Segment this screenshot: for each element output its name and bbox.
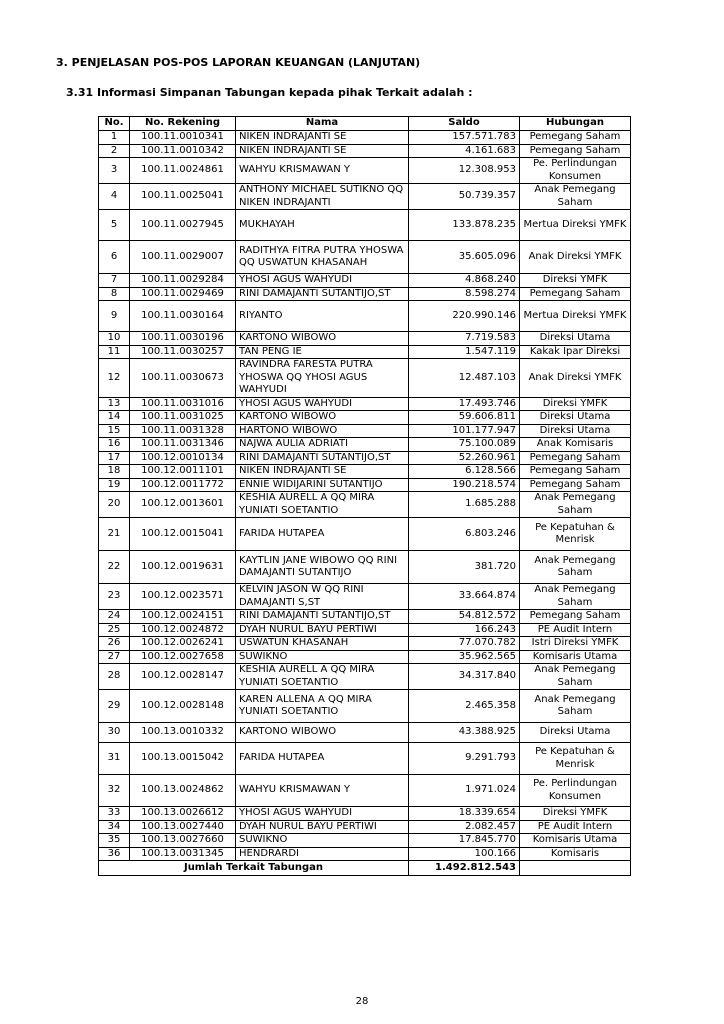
cell-no: 28 <box>99 664 130 690</box>
cell-relationship: Direksi YMFK <box>520 807 631 821</box>
cell-relationship: Komisaris <box>520 847 631 861</box>
total-label: Jumlah Terkait Tabungan <box>99 861 409 876</box>
header-balance: Saldo <box>409 117 520 131</box>
cell-balance: 33.664.874 <box>409 584 520 610</box>
cell-name: NAJWA AULIA ADRIATI <box>236 438 409 452</box>
table-row <box>99 131 631 145</box>
cell-name: RIYANTO <box>236 301 409 332</box>
cell-relationship: Pe. Perlindungan Konsumen <box>520 775 631 807</box>
cell-no: 33 <box>99 807 130 821</box>
table-row <box>99 807 631 821</box>
cell-name: KARTONO WIBOWO <box>236 723 409 743</box>
cell-balance: 1.971.024 <box>409 775 520 807</box>
table-body <box>99 131 631 861</box>
table-row <box>99 820 631 834</box>
cell-no: 34 <box>99 820 130 834</box>
cell-no: 27 <box>99 650 130 664</box>
cell-name: RAVINDRA FARESTA PUTRA YHOSWA QQ YHOSI AGUS WAHYUDI <box>236 359 409 398</box>
cell-relationship: Pemegang Saham <box>520 465 631 479</box>
cell-relationship: Komisaris Utama <box>520 650 631 664</box>
cell-account-number: 100.11.0031025 <box>130 411 236 425</box>
cell-no: 35 <box>99 834 130 848</box>
table-row <box>99 518 631 551</box>
cell-relationship: Direksi Utama <box>520 332 631 346</box>
cell-no: 13 <box>99 397 130 411</box>
cell-balance: 9.291.793 <box>409 743 520 775</box>
total-empty-cell <box>520 861 631 876</box>
cell-balance: 220.990.146 <box>409 301 520 332</box>
cell-no: 3 <box>99 158 130 184</box>
cell-account-number: 100.13.0010332 <box>130 723 236 743</box>
cell-balance: 59.606.811 <box>409 411 520 425</box>
cell-balance: 8.598.274 <box>409 287 520 301</box>
cell-name: KELVIN JASON W QQ RINI DAMAJANTI S,ST <box>236 584 409 610</box>
cell-account-number: 100.12.0027658 <box>130 650 236 664</box>
cell-no: 36 <box>99 847 130 861</box>
cell-relationship: Anak Pemegang Saham <box>520 664 631 690</box>
cell-no: 29 <box>99 690 130 723</box>
table-row <box>99 584 631 610</box>
table-row <box>99 274 631 288</box>
cell-no: 21 <box>99 518 130 551</box>
cell-no: 25 <box>99 623 130 637</box>
cell-no: 14 <box>99 411 130 425</box>
cell-name: HARTONO WIBOWO <box>236 424 409 438</box>
cell-account-number: 100.11.0030196 <box>130 332 236 346</box>
cell-account-number: 100.11.0031328 <box>130 424 236 438</box>
cell-relationship: Anak Pemegang Saham <box>520 551 631 584</box>
cell-relationship: Pe Kepatuhan & Menrisk <box>520 743 631 775</box>
cell-name: TAN PENG IE <box>236 345 409 359</box>
cell-balance: 17.493.746 <box>409 397 520 411</box>
cell-balance: 18.339.654 <box>409 807 520 821</box>
cell-account-number: 100.11.0029284 <box>130 274 236 288</box>
cell-relationship: Anak Pemegang Saham <box>520 584 631 610</box>
table-row <box>99 834 631 848</box>
cell-balance: 12.308.953 <box>409 158 520 184</box>
table-row <box>99 451 631 465</box>
cell-name: WAHYU KRISMAWAN Y <box>236 158 409 184</box>
cell-name: USWATUN KHASANAH <box>236 637 409 651</box>
cell-no: 24 <box>99 610 130 624</box>
cell-relationship: Pemegang Saham <box>520 610 631 624</box>
cell-balance: 52.260.961 <box>409 451 520 465</box>
cell-no: 12 <box>99 359 130 398</box>
cell-no: 8 <box>99 287 130 301</box>
table-row <box>99 743 631 775</box>
table-row <box>99 184 631 210</box>
cell-balance: 35.962.565 <box>409 650 520 664</box>
table-row <box>99 241 631 274</box>
cell-name: KARTONO WIBOWO <box>236 332 409 346</box>
cell-balance: 75.100.089 <box>409 438 520 452</box>
cell-balance: 1.685.288 <box>409 492 520 518</box>
cell-relationship: Direksi YMFK <box>520 397 631 411</box>
cell-relationship: Direksi Utama <box>520 723 631 743</box>
cell-name: KAYTLIN JANE WIBOWO QQ RINI DAMAJANTI SUTANTIJO <box>236 551 409 584</box>
table-row <box>99 287 631 301</box>
cell-no: 22 <box>99 551 130 584</box>
table-row <box>99 690 631 723</box>
cell-no: 7 <box>99 274 130 288</box>
cell-balance: 133.878.235 <box>409 210 520 241</box>
table-row <box>99 332 631 346</box>
cell-relationship: PE Audit Intern <box>520 623 631 637</box>
cell-account-number: 100.11.0030164 <box>130 301 236 332</box>
cell-name: RINI DAMAJANTI SUTANTIJO,ST <box>236 287 409 301</box>
cell-relationship: Direksi YMFK <box>520 274 631 288</box>
cell-name: KARTONO WIBOWO <box>236 411 409 425</box>
related-party-savings-table <box>98 116 631 876</box>
cell-relationship: Anak Pemegang Saham <box>520 492 631 518</box>
cell-account-number: 100.12.0024872 <box>130 623 236 637</box>
cell-relationship: Pe. Perlindungan Konsumen <box>520 158 631 184</box>
cell-balance: 35.605.096 <box>409 241 520 274</box>
subsection-heading: 3.31 Informasi Simpanan Tabungan kepada pihak Terkait adalah : <box>66 86 473 99</box>
header-relationship: Hubungan <box>520 117 631 131</box>
cell-relationship: Pemegang Saham <box>520 131 631 145</box>
header-name: Nama <box>236 117 409 131</box>
cell-account-number: 100.11.0025041 <box>130 184 236 210</box>
cell-name: FARIDA HUTAPEA <box>236 743 409 775</box>
cell-account-number: 100.12.0028147 <box>130 664 236 690</box>
cell-no: 2 <box>99 144 130 158</box>
table-row <box>99 158 631 184</box>
table-row <box>99 397 631 411</box>
cell-no: 1 <box>99 131 130 145</box>
cell-name: NIKEN INDRAJANTI SE <box>236 144 409 158</box>
table-row <box>99 345 631 359</box>
table-row <box>99 637 631 651</box>
cell-name: ENNIE WIDIJARINI SUTANTIJO <box>236 478 409 492</box>
cell-relationship: Pemegang Saham <box>520 478 631 492</box>
cell-no: 11 <box>99 345 130 359</box>
cell-balance: 166.243 <box>409 623 520 637</box>
cell-name: KESHIA AURELL A QQ MIRA YUNIATI SOETANTIO <box>236 492 409 518</box>
header-no: No. <box>99 117 130 131</box>
table-header-row <box>99 117 631 131</box>
cell-account-number: 100.11.0024861 <box>130 158 236 184</box>
cell-relationship: Mertua Direksi YMFK <box>520 210 631 241</box>
cell-no: 6 <box>99 241 130 274</box>
table-row <box>99 144 631 158</box>
cell-name: KESHIA AURELL A QQ MIRA YUNIATI SOETANTIO <box>236 664 409 690</box>
cell-relationship: Kakak Ipar Direksi <box>520 345 631 359</box>
cell-account-number: 100.11.0030257 <box>130 345 236 359</box>
cell-balance: 4.868.240 <box>409 274 520 288</box>
cell-account-number: 100.12.0023571 <box>130 584 236 610</box>
cell-account-number: 100.12.0011772 <box>130 478 236 492</box>
page-number: 28 <box>355 996 369 1007</box>
cell-account-number: 100.11.0010342 <box>130 144 236 158</box>
cell-balance: 43.388.925 <box>409 723 520 743</box>
cell-account-number: 100.12.0028148 <box>130 690 236 723</box>
cell-account-number: 100.11.0010341 <box>130 131 236 145</box>
cell-account-number: 100.12.0011101 <box>130 465 236 479</box>
cell-account-number: 100.11.0031016 <box>130 397 236 411</box>
cell-balance: 100.166 <box>409 847 520 861</box>
table-row <box>99 650 631 664</box>
cell-name: YHOSI AGUS WAHYUDI <box>236 397 409 411</box>
cell-no: 17 <box>99 451 130 465</box>
cell-balance: 101.177.947 <box>409 424 520 438</box>
cell-no: 5 <box>99 210 130 241</box>
cell-relationship: Direksi Utama <box>520 411 631 425</box>
cell-no: 31 <box>99 743 130 775</box>
cell-name: YHOSI AGUS WAHYUDI <box>236 807 409 821</box>
cell-account-number: 100.13.0031345 <box>130 847 236 861</box>
cell-balance: 2.465.358 <box>409 690 520 723</box>
cell-relationship: Anak Pemegang Saham <box>520 690 631 723</box>
cell-account-number: 100.11.0029007 <box>130 241 236 274</box>
cell-relationship: Anak Direksi YMFK <box>520 241 631 274</box>
cell-name: MUKHAYAH <box>236 210 409 241</box>
cell-no: 19 <box>99 478 130 492</box>
table-row <box>99 623 631 637</box>
cell-relationship: PE Audit Intern <box>520 820 631 834</box>
table-row <box>99 411 631 425</box>
cell-balance: 12.487.103 <box>409 359 520 398</box>
cell-relationship: Pemegang Saham <box>520 287 631 301</box>
table-row <box>99 478 631 492</box>
cell-account-number: 100.11.0031346 <box>130 438 236 452</box>
cell-relationship: Komisaris Utama <box>520 834 631 848</box>
cell-name: RINI DAMAJANTI SUTANTIJO,ST <box>236 610 409 624</box>
header-account-number: No. Rekening <box>130 117 236 131</box>
cell-account-number: 100.12.0024151 <box>130 610 236 624</box>
cell-no: 9 <box>99 301 130 332</box>
cell-name: KAREN ALLENA A QQ MIRA YUNIATI SOETANTIO <box>236 690 409 723</box>
cell-balance: 34.317.840 <box>409 664 520 690</box>
cell-account-number: 100.11.0029469 <box>130 287 236 301</box>
cell-relationship: Mertua Direksi YMFK <box>520 301 631 332</box>
total-row <box>99 861 631 876</box>
cell-name: HENDRARDI <box>236 847 409 861</box>
table-row <box>99 301 631 332</box>
cell-no: 10 <box>99 332 130 346</box>
cell-balance: 17.845.770 <box>409 834 520 848</box>
cell-name: WAHYU KRISMAWAN Y <box>236 775 409 807</box>
cell-no: 23 <box>99 584 130 610</box>
cell-balance: 6.803.246 <box>409 518 520 551</box>
cell-no: 4 <box>99 184 130 210</box>
cell-account-number: 100.13.0026612 <box>130 807 236 821</box>
cell-account-number: 100.13.0027660 <box>130 834 236 848</box>
cell-account-number: 100.12.0013601 <box>130 492 236 518</box>
cell-relationship: Istri Direksi YMFK <box>520 637 631 651</box>
cell-balance: 2.082.457 <box>409 820 520 834</box>
table-row <box>99 664 631 690</box>
table-row <box>99 551 631 584</box>
cell-balance: 4.161.683 <box>409 144 520 158</box>
total-value: 1.492.812.543 <box>409 861 520 876</box>
cell-no: 30 <box>99 723 130 743</box>
cell-name: FARIDA HUTAPEA <box>236 518 409 551</box>
cell-account-number: 100.13.0024862 <box>130 775 236 807</box>
cell-name: RADITHYA FITRA PUTRA YHOSWA QQ USWATUN KHASANAH <box>236 241 409 274</box>
cell-name: DYAH NURUL BAYU PERTIWI <box>236 623 409 637</box>
cell-account-number: 100.12.0015041 <box>130 518 236 551</box>
cell-account-number: 100.13.0015042 <box>130 743 236 775</box>
cell-balance: 1.547.119 <box>409 345 520 359</box>
cell-name: SUWIKNO <box>236 834 409 848</box>
table-row <box>99 775 631 807</box>
cell-balance: 6.128.566 <box>409 465 520 479</box>
cell-balance: 7.719.583 <box>409 332 520 346</box>
cell-balance: 157.571.783 <box>409 131 520 145</box>
cell-no: 15 <box>99 424 130 438</box>
cell-relationship: Direksi Utama <box>520 424 631 438</box>
table-row <box>99 723 631 743</box>
section-heading: 3. PENJELASAN POS-POS LAPORAN KEUANGAN (LANJUTAN) <box>56 56 421 69</box>
table-row <box>99 610 631 624</box>
cell-relationship: Pemegang Saham <box>520 451 631 465</box>
cell-name: RINI DAMAJANTI SUTANTIJO,ST <box>236 451 409 465</box>
cell-name: NIKEN INDRAJANTI SE <box>236 131 409 145</box>
cell-balance: 190.218.574 <box>409 478 520 492</box>
cell-no: 20 <box>99 492 130 518</box>
table-row <box>99 359 631 398</box>
cell-relationship: Anak Komisaris <box>520 438 631 452</box>
table-row <box>99 847 631 861</box>
table-row <box>99 465 631 479</box>
cell-balance: 54.812.572 <box>409 610 520 624</box>
cell-account-number: 100.12.0026241 <box>130 637 236 651</box>
cell-name: DYAH NURUL BAYU PERTIWI <box>236 820 409 834</box>
cell-no: 18 <box>99 465 130 479</box>
cell-name: NIKEN INDRAJANTI SE <box>236 465 409 479</box>
cell-balance: 381.720 <box>409 551 520 584</box>
cell-no: 26 <box>99 637 130 651</box>
cell-balance: 50.739.357 <box>409 184 520 210</box>
cell-no: 32 <box>99 775 130 807</box>
cell-name: YHOSI AGUS WAHYUDI <box>236 274 409 288</box>
cell-name: ANTHONY MICHAEL SUTIKNO QQ NIKEN INDRAJANTI <box>236 184 409 210</box>
cell-relationship: Pemegang Saham <box>520 144 631 158</box>
cell-account-number: 100.12.0019631 <box>130 551 236 584</box>
cell-account-number: 100.12.0010134 <box>130 451 236 465</box>
cell-relationship: Pe Kepatuhan & Menrisk <box>520 518 631 551</box>
cell-account-number: 100.11.0030673 <box>130 359 236 398</box>
cell-balance: 77.070.782 <box>409 637 520 651</box>
cell-name: SUWIKNO <box>236 650 409 664</box>
cell-account-number: 100.11.0027945 <box>130 210 236 241</box>
cell-relationship: Anak Direksi YMFK <box>520 359 631 398</box>
table-row <box>99 492 631 518</box>
cell-no: 16 <box>99 438 130 452</box>
cell-relationship: Anak Pemegang Saham <box>520 184 631 210</box>
table-row <box>99 438 631 452</box>
cell-account-number: 100.13.0027440 <box>130 820 236 834</box>
table-row <box>99 210 631 241</box>
table-row <box>99 424 631 438</box>
